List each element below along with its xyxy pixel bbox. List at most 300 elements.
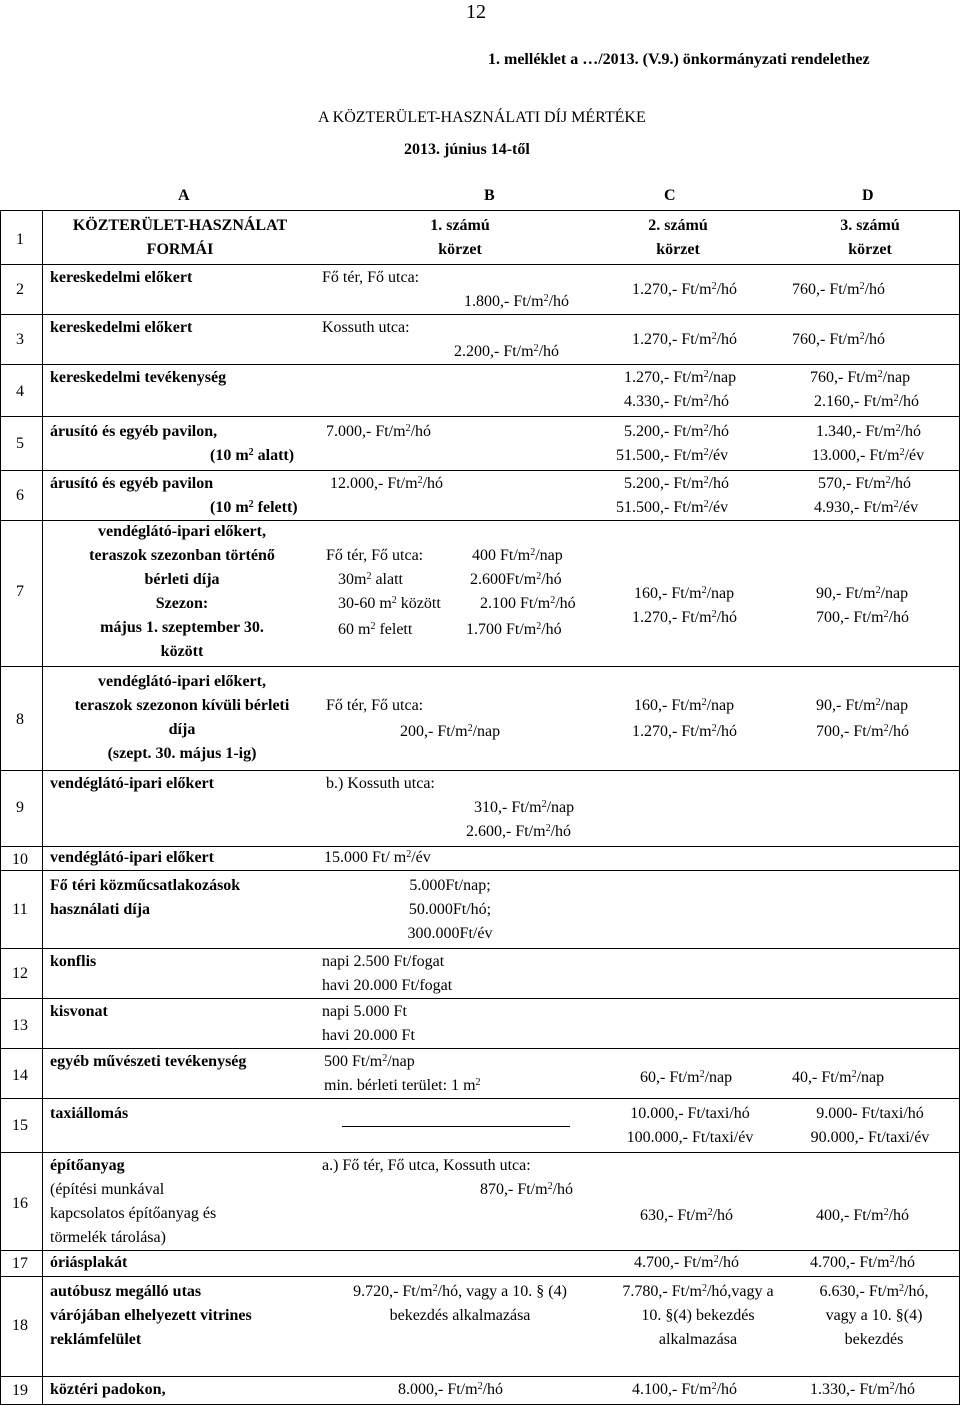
- row8-form-line4: (szept. 30. május 1-ig): [107, 745, 257, 762]
- row14-zone1-min-area-text: min. bérleti terület: 1 m: [324, 1077, 476, 1094]
- row7-zone1-fee2: [470, 568, 562, 592]
- row18-zone2-fee: [600, 1280, 796, 1352]
- row3-zone1-location: Kossuth utca:: [322, 319, 410, 336]
- col-letter-b: B: [484, 187, 495, 204]
- row6-zone3-fee-month-value: 570,- Ft/m: [818, 475, 886, 492]
- header-zone-2: [618, 214, 738, 262]
- row-number-4: 4: [16, 383, 24, 400]
- row16-zone2-fee: [640, 1204, 733, 1228]
- row-number-13: 13: [12, 1017, 28, 1034]
- row5-zone1-fee: [326, 420, 431, 444]
- sup: 2: [248, 499, 254, 510]
- row7-zone1-loc2-rest: alatt: [371, 571, 403, 588]
- row7-zone3-fee-day-unit: /nap: [880, 585, 909, 602]
- row4-zone3-fee-day: [810, 366, 910, 390]
- doc-date: 2013. június 14-től: [404, 141, 530, 158]
- row8-form: [42, 670, 322, 766]
- row7-zone1-fee1-unit: /nap: [535, 547, 563, 564]
- sup: 2: [370, 621, 376, 632]
- row16-form-line1: építőanyag: [50, 1157, 125, 1174]
- row3-zone3-fee: [792, 328, 885, 352]
- row19-zone1-fee-value: 8.000,- Ft/m: [398, 1381, 478, 1398]
- sup: 2: [530, 547, 536, 558]
- sup: 2: [382, 1053, 388, 1064]
- row7-zone1-loc3-rest: között: [396, 595, 441, 612]
- row16-zone3-fee: [816, 1204, 909, 1228]
- row-number-1: 1: [16, 231, 24, 248]
- row18-zone2-fee-line1: [600, 1280, 796, 1304]
- row2-zone3-fee: [792, 278, 885, 302]
- row5-zone2-fee-year: [616, 444, 728, 468]
- sup: 2: [711, 1381, 717, 1392]
- sup: 2: [543, 293, 549, 304]
- header-zone-1-line1: 1. számú: [430, 217, 490, 234]
- row16-form-line2: (építési munkával: [50, 1181, 165, 1198]
- row7-form-line4: Szezon:: [155, 595, 209, 612]
- sup: 2: [703, 393, 709, 404]
- row18-zone3-fee-line2: vagy a 10. §(4): [825, 1307, 923, 1324]
- sup: 2: [875, 697, 881, 708]
- row19-zone2-fee: [632, 1378, 737, 1402]
- row18-zone1-fee-line1: [324, 1280, 596, 1304]
- row8-zone2-fee-month: [632, 720, 737, 744]
- row4-zone3-fee-month-unit: /hó: [898, 393, 920, 410]
- row18-form-line3: reklámfelület: [50, 1331, 142, 1348]
- row3-zone2-fee-value: 1.270,- Ft/m: [632, 331, 712, 348]
- row9-zone1-fee-day-value: 310,- Ft/m: [474, 799, 542, 816]
- row5-zone2-fee-month-value: 5.200,- Ft/m: [624, 423, 704, 440]
- row-number-8: 8: [16, 711, 24, 728]
- row5-zone3-fee-month-value: 1.340,- Ft/m: [816, 423, 896, 440]
- sup: 2: [406, 849, 412, 860]
- row7-zone1-fee4-unit: /hó: [541, 621, 562, 638]
- row16-form: [50, 1154, 216, 1250]
- row14-zone3-fee: [792, 1066, 884, 1090]
- row4-zone2-fee-day-value: 1.270,- Ft/m: [624, 369, 704, 386]
- sup: 2: [701, 1283, 707, 1294]
- row18-zone2-fee-rest: /hó,vagy a: [706, 1283, 774, 1300]
- row12-zone1-fee-month: havi 20.000 Ft/fogat: [322, 977, 453, 994]
- row6-form-line2: [210, 496, 298, 520]
- row7-zone2-fee-month-unit: /hó: [716, 609, 738, 626]
- row11-zone1-fees: [380, 874, 520, 946]
- row15-zone2-fees: [600, 1102, 780, 1150]
- row3-zone1-fee-value: 2.200,- Ft/m: [454, 343, 534, 360]
- sup: 2: [475, 1077, 481, 1088]
- row7-zone1-fee1-value: 400 Ft/m: [472, 547, 531, 564]
- row5-zone3-fee-year-unit: /év: [904, 447, 925, 464]
- row11-form: [50, 874, 240, 922]
- row19-zone2-fee-value: 4.100,- Ft/m: [632, 1381, 712, 1398]
- row-number-17: 17: [12, 1255, 28, 1272]
- row7-form-line3: bérleti díja: [144, 571, 220, 588]
- row8-form-line2: teraszok szezonon kívüli bérleti: [74, 697, 290, 714]
- row6-zone3-fee-year: [814, 496, 918, 520]
- row4-zone2-fee-month-value: 4.330,- Ft/m: [624, 393, 704, 410]
- row14-zone1-min-area: [324, 1074, 481, 1098]
- row14-zone2-fee: [640, 1066, 732, 1090]
- row18-zone1-fee: [324, 1280, 596, 1328]
- row-number-15: 15: [12, 1117, 28, 1134]
- row12-zone1-fees: [322, 950, 452, 998]
- row7-zone1-fee3-unit: /hó: [555, 595, 576, 612]
- row6-zone1-fee: [330, 472, 443, 496]
- row-number-11: 11: [12, 901, 28, 918]
- row16-zone2-fee-value: 630,- Ft/m: [640, 1207, 708, 1224]
- row14-zone1-fee-unit: /nap: [387, 1053, 415, 1070]
- row14-zone2-fee-value: 60,- Ft/m: [640, 1069, 700, 1086]
- row7-zone1-fee2-unit: /hó: [541, 571, 562, 588]
- row5-zone3-fee-month-unit: /hó: [900, 423, 922, 440]
- sup: 2: [703, 423, 709, 434]
- row16-zone1-fee: [480, 1178, 573, 1202]
- row9-zone1-fee-day: [474, 796, 574, 820]
- row2-form: kereskedelmi előkert: [50, 269, 193, 286]
- row17-zone2-fee: [634, 1251, 739, 1275]
- header-zone-2-line1: 2. számú: [648, 217, 708, 234]
- row18-form-line1: autóbusz megálló utas: [50, 1283, 202, 1300]
- sup: 2: [477, 1381, 483, 1392]
- row18-zone1-fee-line2: bekezdés alkalmazása: [389, 1307, 531, 1324]
- row13-form: kisvonat: [50, 1003, 108, 1020]
- sup: 2: [701, 697, 707, 708]
- row15-zone1-blank-line: [342, 1126, 570, 1127]
- sup: 2: [893, 499, 899, 510]
- row10-zone1-fee: [324, 846, 431, 870]
- row2-zone1-fee: [464, 290, 569, 314]
- row10-zone1-fee-value: 15.000 Ft/ m: [324, 849, 407, 866]
- sup: 2: [391, 595, 397, 606]
- header-zone-1: [400, 214, 520, 262]
- row7-zone2-fee-day-unit: /nap: [706, 585, 735, 602]
- row5-form-line2: [210, 444, 294, 468]
- row5-zone3-fee-year: [812, 444, 924, 468]
- sup: 2: [859, 281, 865, 292]
- row10-zone1-fee-unit: /év: [411, 849, 431, 866]
- row18-zone2-fee-value: 7.780,- Ft/m: [622, 1283, 702, 1300]
- row18-form-line2: várójában elhelyezett vitrines: [50, 1307, 252, 1324]
- row15-zone3-fees: [790, 1102, 950, 1150]
- row18-zone3-fee: [796, 1280, 952, 1352]
- row6-zone3-fee-year-value: 4.930,- Ft/m: [814, 499, 894, 516]
- row7-zone1-fee1: [472, 544, 563, 568]
- row5-zone2-fee-year-value: 51.500,- Ft/m: [616, 447, 704, 464]
- sup: 2: [536, 571, 542, 582]
- row11-zone1-fee-day: 5.000Ft/nap;: [409, 877, 491, 894]
- row10-form: vendéglátó-ipari előkert: [50, 849, 214, 866]
- row5-form-line1: árusító és egyéb pavilon,: [50, 423, 218, 440]
- row7-zone1-fee2-value: 2.600Ft/m: [470, 571, 537, 588]
- sup: 2: [883, 723, 889, 734]
- row-number-9: 9: [16, 799, 24, 816]
- row3-zone3-fee-unit: /hó: [864, 331, 886, 348]
- sup: 2: [550, 595, 556, 606]
- row6-form-line2-text: (10 m: [210, 499, 249, 516]
- row2-zone1-location: Fő tér, Fő utca:: [322, 269, 420, 286]
- header-forms-line1: KÖZTERÜLET-HASZNÁLAT: [72, 217, 288, 234]
- col-letter-d: D: [862, 187, 874, 204]
- row9-zone1-location: b.) Kossuth utca:: [326, 775, 435, 792]
- row5-zone1-fee-value: 7.000,- Ft/m: [326, 423, 406, 440]
- row19-zone3-fee: [810, 1378, 915, 1402]
- sup: 2: [877, 369, 883, 380]
- row8-form-line1: vendéglátó-ipari előkert,: [98, 673, 266, 690]
- sup: 2: [533, 343, 539, 354]
- row7-zone1-loc2: [338, 568, 403, 592]
- row18-zone3-fee-line3: bekezdés: [844, 1331, 904, 1348]
- row2-zone2-fee-unit: /hó: [716, 281, 738, 298]
- row5-zone3-fee-year-value: 13.000,- Ft/m: [812, 447, 900, 464]
- row7-form: [42, 520, 322, 664]
- row-number-16: 16: [12, 1195, 28, 1212]
- header-zone-3-line1: 3. számú: [840, 217, 900, 234]
- row7-zone2-fee-day-value: 160,- Ft/m: [634, 585, 702, 602]
- row5-zone2-fee-month-unit: /hó: [708, 423, 730, 440]
- row8-zone3-fee-month: [816, 720, 909, 744]
- row2-zone2-fee: [632, 278, 737, 302]
- row8-zone2-fee-month-unit: /hó: [716, 723, 738, 740]
- row4-zone2-fee-day: [624, 366, 736, 390]
- row9-zone1-fee-day-unit: /nap: [546, 799, 575, 816]
- row4-zone3-fee-day-unit: /nap: [882, 369, 911, 386]
- row18-zone3-fee-rest: /hó,: [904, 1283, 929, 1300]
- sup: 2: [883, 1207, 889, 1218]
- row7-form-line5: május 1. szeptember 30.: [100, 619, 264, 636]
- row18-zone2-fee-line3: alkalmazása: [658, 1331, 738, 1348]
- row7-zone1-fee4-value: 1.700 Ft/m: [466, 621, 537, 638]
- row18-zone3-fee-line1: [796, 1280, 952, 1304]
- row19-zone2-fee-unit: /hó: [716, 1381, 738, 1398]
- row6-zone3-fee-month-unit: /hó: [890, 475, 912, 492]
- sup: 2: [703, 499, 709, 510]
- row18-zone2-fee-line2: 10. §(4) bekezdés: [641, 1307, 755, 1324]
- sup: 2: [703, 369, 709, 380]
- sup: 2: [713, 1254, 719, 1265]
- sup: 2: [541, 799, 547, 810]
- row5-zone1-fee-unit: /hó: [410, 423, 432, 440]
- sup: 2: [889, 1254, 895, 1265]
- row7-zone3-fee-month-unit: /hó: [888, 609, 910, 626]
- sup: 2: [536, 621, 542, 632]
- row17-form: óriásplakát: [50, 1254, 128, 1271]
- row8-zone2-fee-month-value: 1.270,- Ft/m: [632, 723, 712, 740]
- row2-zone3-fee-value: 760,- Ft/m: [792, 281, 860, 298]
- row6-zone3-fee-month: [818, 472, 911, 496]
- sup: 2: [711, 281, 717, 292]
- row-number-7: 7: [16, 583, 24, 600]
- row15-zone2-fee-year: 100.000,- Ft/taxi/év: [626, 1129, 754, 1146]
- sup: 2: [417, 475, 423, 486]
- row17-zone3-fee-value: 4.700,- Ft/m: [810, 1254, 890, 1271]
- row6-zone3-fee-year-unit: /év: [898, 499, 919, 516]
- row6-zone2-fee-year-unit: /év: [708, 499, 729, 516]
- row2-zone1-fee-unit: /hó: [548, 293, 570, 310]
- sup: 2: [875, 585, 881, 596]
- row-number-10: 10: [12, 851, 28, 868]
- doc-title: A KÖZTERÜLET-HASZNÁLATI DÍJ MÉRTÉKE: [318, 109, 646, 126]
- row18-zone1-fee-value: 9.720,- Ft/m: [353, 1283, 433, 1300]
- row19-form: köztéri padokon,: [50, 1381, 166, 1398]
- row2-zone2-fee-value: 1.270,- Ft/m: [632, 281, 712, 298]
- row7-zone3-fee-month-value: 700,- Ft/m: [816, 609, 884, 626]
- sup: 2: [711, 723, 717, 734]
- row16-zone3-fee-unit: /hó: [888, 1207, 910, 1224]
- row13-zone1-fees: [322, 1000, 415, 1048]
- row5-form-line2-text: (10 m: [210, 447, 249, 464]
- row7-form-line1: vendéglátó-ipari előkert,: [98, 523, 266, 540]
- header-zone-3: [810, 214, 930, 262]
- sup: 2: [893, 393, 899, 404]
- row7-form-line2: teraszok szezonban történő: [89, 547, 275, 564]
- row6-form-line1: árusító és egyéb pavilon: [50, 475, 214, 492]
- row9-zone1-fee-month: [466, 820, 571, 844]
- row6-zone2-fee-year: [616, 496, 728, 520]
- row2-zone1-fee-value: 1.800,- Ft/m: [464, 293, 544, 310]
- row3-zone3-fee-value: 760,- Ft/m: [792, 331, 860, 348]
- row19-zone3-fee-unit: /hó: [894, 1381, 916, 1398]
- row8-zone3-fee-day-value: 90,- Ft/m: [816, 697, 876, 714]
- row11-zone1-fee-year: 300.000Ft/év: [407, 925, 493, 942]
- row7-zone2-fee-month-value: 1.270,- Ft/m: [632, 609, 712, 626]
- sup: 2: [701, 585, 707, 596]
- row14-zone1-fee: [324, 1050, 415, 1074]
- sup: 2: [851, 1069, 857, 1080]
- row15-form: taxiállomás: [50, 1105, 129, 1122]
- sup: 2: [885, 475, 891, 486]
- row-number-12: 12: [12, 965, 28, 982]
- row4-zone3-fee-month: [814, 390, 919, 414]
- row7-zone1-fee3: [480, 592, 576, 616]
- row3-zone1-fee: [454, 340, 559, 364]
- row7-zone1-loc4-text: 60 m: [338, 621, 371, 638]
- row4-zone2-fee-day-unit: /nap: [708, 369, 737, 386]
- sup: 2: [545, 823, 551, 834]
- sup: 2: [899, 447, 905, 458]
- sup: 2: [366, 571, 372, 582]
- row7-zone2-fee-month: [632, 606, 737, 630]
- row-number-14: 14: [12, 1067, 28, 1084]
- row16-zone1-fee-value: 870,- Ft/m: [480, 1181, 548, 1198]
- row8-zone1-fee-value: 200,- Ft/m: [400, 723, 468, 740]
- sup: 2: [859, 331, 865, 342]
- row6-zone2-fee-month: [624, 472, 729, 496]
- row8-zone3-fee-day-unit: /nap: [880, 697, 909, 714]
- row3-zone2-fee: [632, 328, 737, 352]
- col-letter-c: C: [664, 187, 676, 204]
- row14-form: egyéb művészeti tevékenység: [50, 1053, 247, 1070]
- row3-form: kereskedelmi előkert: [50, 319, 193, 336]
- row9-zone1-fee-month-unit: /hó: [550, 823, 572, 840]
- row12-form: konflis: [50, 953, 97, 970]
- sup: 2: [699, 1069, 705, 1080]
- row7-zone1-loc4: [338, 618, 412, 642]
- row8-zone2-fee-day: [634, 694, 734, 718]
- row18-zone1-fee-rest: /hó, vagy a 10. § (4): [437, 1283, 567, 1300]
- row15-zone2-fee-month: 10.000,- Ft/taxi/hó: [630, 1105, 750, 1122]
- sup: 2: [248, 447, 254, 458]
- row4-zone3-fee-day-value: 760,- Ft/m: [810, 369, 878, 386]
- row-number-19: 19: [12, 1382, 28, 1399]
- sup: 2: [707, 1207, 713, 1218]
- row5-zone2-fee-month: [624, 420, 729, 444]
- sup: 2: [899, 1283, 905, 1294]
- row18-form: [50, 1280, 252, 1352]
- row19-zone1-fee-unit: /hó: [482, 1381, 504, 1398]
- sup: 2: [432, 1283, 438, 1294]
- row14-zone3-fee-value: 40,- Ft/m: [792, 1069, 852, 1086]
- row9-form: vendéglátó-ipari előkert: [50, 775, 214, 792]
- row8-zone2-fee-day-value: 160,- Ft/m: [634, 697, 702, 714]
- row6-zone1-fee-value: 12.000,- Ft/m: [330, 475, 418, 492]
- row8-zone1-fee: [400, 720, 500, 744]
- row16-form-line3: kapcsolatos építőanyag és: [50, 1205, 217, 1222]
- row6-zone2-fee-month-unit: /hó: [708, 475, 730, 492]
- row7-zone2-fee-day: [634, 582, 734, 606]
- row15-zone3-fee-month: 9.000- Ft/taxi/hó: [816, 1105, 924, 1122]
- row12-zone1-fee-day: napi 2.500 Ft/fogat: [322, 953, 445, 970]
- col-letter-a: A: [178, 187, 190, 204]
- row6-zone1-fee-unit: /hó: [422, 475, 444, 492]
- row15-zone3-fee-year: 90.000,- Ft/taxi/év: [810, 1129, 930, 1146]
- row6-zone2-fee-year-value: 51.500,- Ft/m: [616, 499, 704, 516]
- row4-zone2-fee-month: [624, 390, 729, 414]
- header-zone-1-line2: körzet: [438, 241, 482, 258]
- row7-zone1-loc3-text: 30-60 m: [338, 595, 392, 612]
- row14-zone1-fee-value: 500 Ft/m: [324, 1053, 383, 1070]
- row7-zone1-loc4-rest: felett: [375, 621, 413, 638]
- sup: 2: [547, 1181, 553, 1192]
- row14-zone2-fee-unit: /nap: [704, 1069, 733, 1086]
- sup: 2: [889, 1381, 895, 1392]
- row6-form-line2-rest: felett): [253, 499, 298, 516]
- row8-zone1-fee-unit: /nap: [472, 723, 501, 740]
- row19-zone3-fee-value: 1.330,- Ft/m: [810, 1381, 890, 1398]
- row7-zone1-loc3: [338, 592, 441, 616]
- row8-form-line3: díja: [168, 721, 196, 738]
- row11-form-line2: használati díja: [50, 901, 151, 918]
- row8-zone3-fee-month-value: 700,- Ft/m: [816, 723, 884, 740]
- row6-zone2-fee-month-value: 5.200,- Ft/m: [624, 475, 704, 492]
- row7-form-line6: között: [160, 643, 204, 660]
- row17-zone2-fee-value: 4.700,- Ft/m: [634, 1254, 714, 1271]
- row7-zone1-fee3-value: 2.100 Ft/m: [480, 595, 551, 612]
- row-number-6: 6: [16, 487, 24, 504]
- row13-zone1-fee-month: havi 20.000 Ft: [322, 1027, 415, 1044]
- header-forms-line2: FORMÁI: [146, 241, 214, 258]
- row17-zone2-fee-unit: /hó: [718, 1254, 740, 1271]
- row7-zone3-fee-day-value: 90,- Ft/m: [816, 585, 876, 602]
- row-number-5: 5: [16, 435, 24, 452]
- sup: 2: [711, 331, 717, 342]
- row11-form-line1: Fő téri közműcsatlakozások: [50, 877, 241, 894]
- header-zone-3-line2: körzet: [848, 241, 892, 258]
- row-number-18: 18: [12, 1317, 28, 1334]
- row-number-3: 3: [16, 331, 24, 348]
- sup: 2: [703, 475, 709, 486]
- row7-zone1-loc2-text: 30m: [338, 571, 367, 588]
- header-forms: [42, 214, 318, 262]
- row8-zone3-fee-day: [816, 694, 908, 718]
- annex-title: 1. melléklet a …/2013. (V.9.) önkormányzati rendelethez: [488, 51, 870, 68]
- row7-zone1-loc1: Fő tér, Fő utca:: [326, 547, 424, 564]
- row19-zone1-fee: [398, 1378, 503, 1402]
- header-zone-2-line2: körzet: [656, 241, 700, 258]
- sup: 2: [895, 423, 901, 434]
- row13-zone1-fee-day: napi 5.000 Ft: [322, 1003, 407, 1020]
- row7-zone3-fee-day: [816, 582, 908, 606]
- row8-zone2-fee-day-unit: /nap: [706, 697, 735, 714]
- row5-zone3-fee-month: [816, 420, 921, 444]
